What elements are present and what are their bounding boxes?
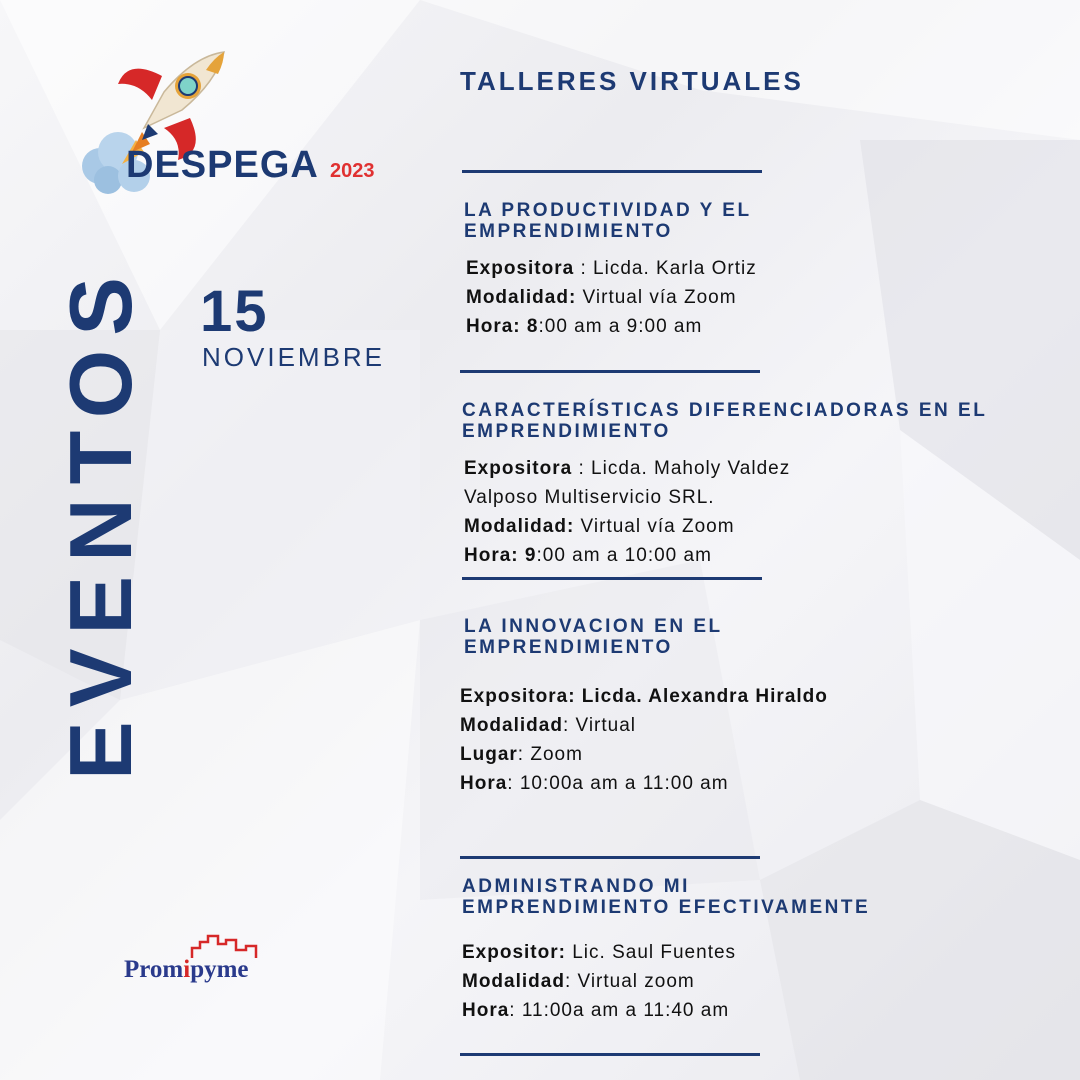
mode-value: Virtual vía Zoom — [574, 516, 735, 537]
speaker-label: Expositora — [466, 258, 575, 279]
event-details — [466, 254, 757, 341]
speaker-label: Expositora: Licda. Alexandra Hiraldo — [460, 686, 828, 707]
speaker-label: Expositor: — [462, 942, 566, 963]
speaker-value: : Licda. Karla Ortiz — [574, 258, 757, 279]
event-month: NOVIEMBRE — [202, 342, 386, 372]
mode-label: Modalidad — [460, 715, 563, 736]
time-value: : 11:00a am a 11:40 am — [509, 1000, 730, 1021]
event-title-line: EMPRENDIMIENTO — [464, 637, 673, 658]
promipyme-part3: pyme — [190, 956, 249, 983]
event-details — [464, 454, 790, 570]
promipyme-logo — [124, 934, 284, 990]
speaker-value: Lic. Saul Fuentes — [565, 942, 737, 963]
time-value: :00 am a 10:00 am — [536, 545, 712, 566]
speaker-value: : Licda. Maholy Valdez — [572, 458, 791, 479]
promipyme-part2: i — [183, 956, 191, 983]
mode-value: : Virtual zoom — [564, 971, 695, 992]
divider — [462, 170, 762, 173]
mode-value: Virtual vía Zoom — [576, 287, 737, 308]
place-label: Lugar — [460, 744, 518, 765]
mode-value: : Virtual — [562, 715, 637, 736]
time-label: Hora: 8 — [466, 316, 539, 337]
speaker-company: Valposo Multiservicio SRL. — [464, 487, 715, 508]
time-label: Hora — [460, 773, 508, 794]
event-title-line: LA INNOVACION EN EL — [464, 616, 723, 637]
time-label: Hora — [462, 1000, 510, 1021]
speaker-label: Expositora — [464, 458, 573, 479]
event-title-line: EMPRENDIMIENTO — [464, 221, 673, 242]
event-title-line: LA PRODUCTIVIDAD Y EL — [464, 200, 752, 221]
event-details — [462, 938, 736, 1025]
logo-year: 2023 — [330, 160, 375, 182]
page-title: TALLERES VIRTUALES — [460, 66, 804, 96]
event-title — [462, 876, 870, 918]
event-title — [464, 200, 752, 242]
mode-label: Modalidad: — [466, 287, 577, 308]
event-details — [460, 682, 828, 798]
divider — [460, 856, 760, 859]
time-value: :00 am a 9:00 am — [538, 316, 703, 337]
mode-label: Modalidad — [462, 971, 565, 992]
time-value: : 10:00a am a 11:00 am — [507, 773, 729, 794]
promipyme-part1: Prom — [124, 956, 184, 983]
event-title — [464, 616, 723, 658]
place-value: : Zoom — [517, 744, 583, 765]
time-label: Hora: 9 — [464, 545, 537, 566]
divider — [460, 1053, 760, 1056]
mode-label: Modalidad: — [464, 516, 575, 537]
event-title-line: EMPRENDIMIENTO EFECTIVAMENTE — [462, 897, 871, 918]
vertical-title: EVENTOS — [51, 263, 150, 780]
event-title — [462, 400, 987, 442]
event-title-line: ADMINISTRANDO MI — [462, 876, 690, 897]
event-day: 15 — [200, 279, 269, 344]
divider — [462, 577, 762, 580]
event-title-line: EMPRENDIMIENTO — [462, 421, 671, 442]
divider — [460, 370, 760, 373]
event-title-line: CARACTERÍSTICAS DIFERENCIADORAS EN EL — [462, 400, 988, 421]
logo-wordmark: DESPEGA — [126, 144, 319, 186]
